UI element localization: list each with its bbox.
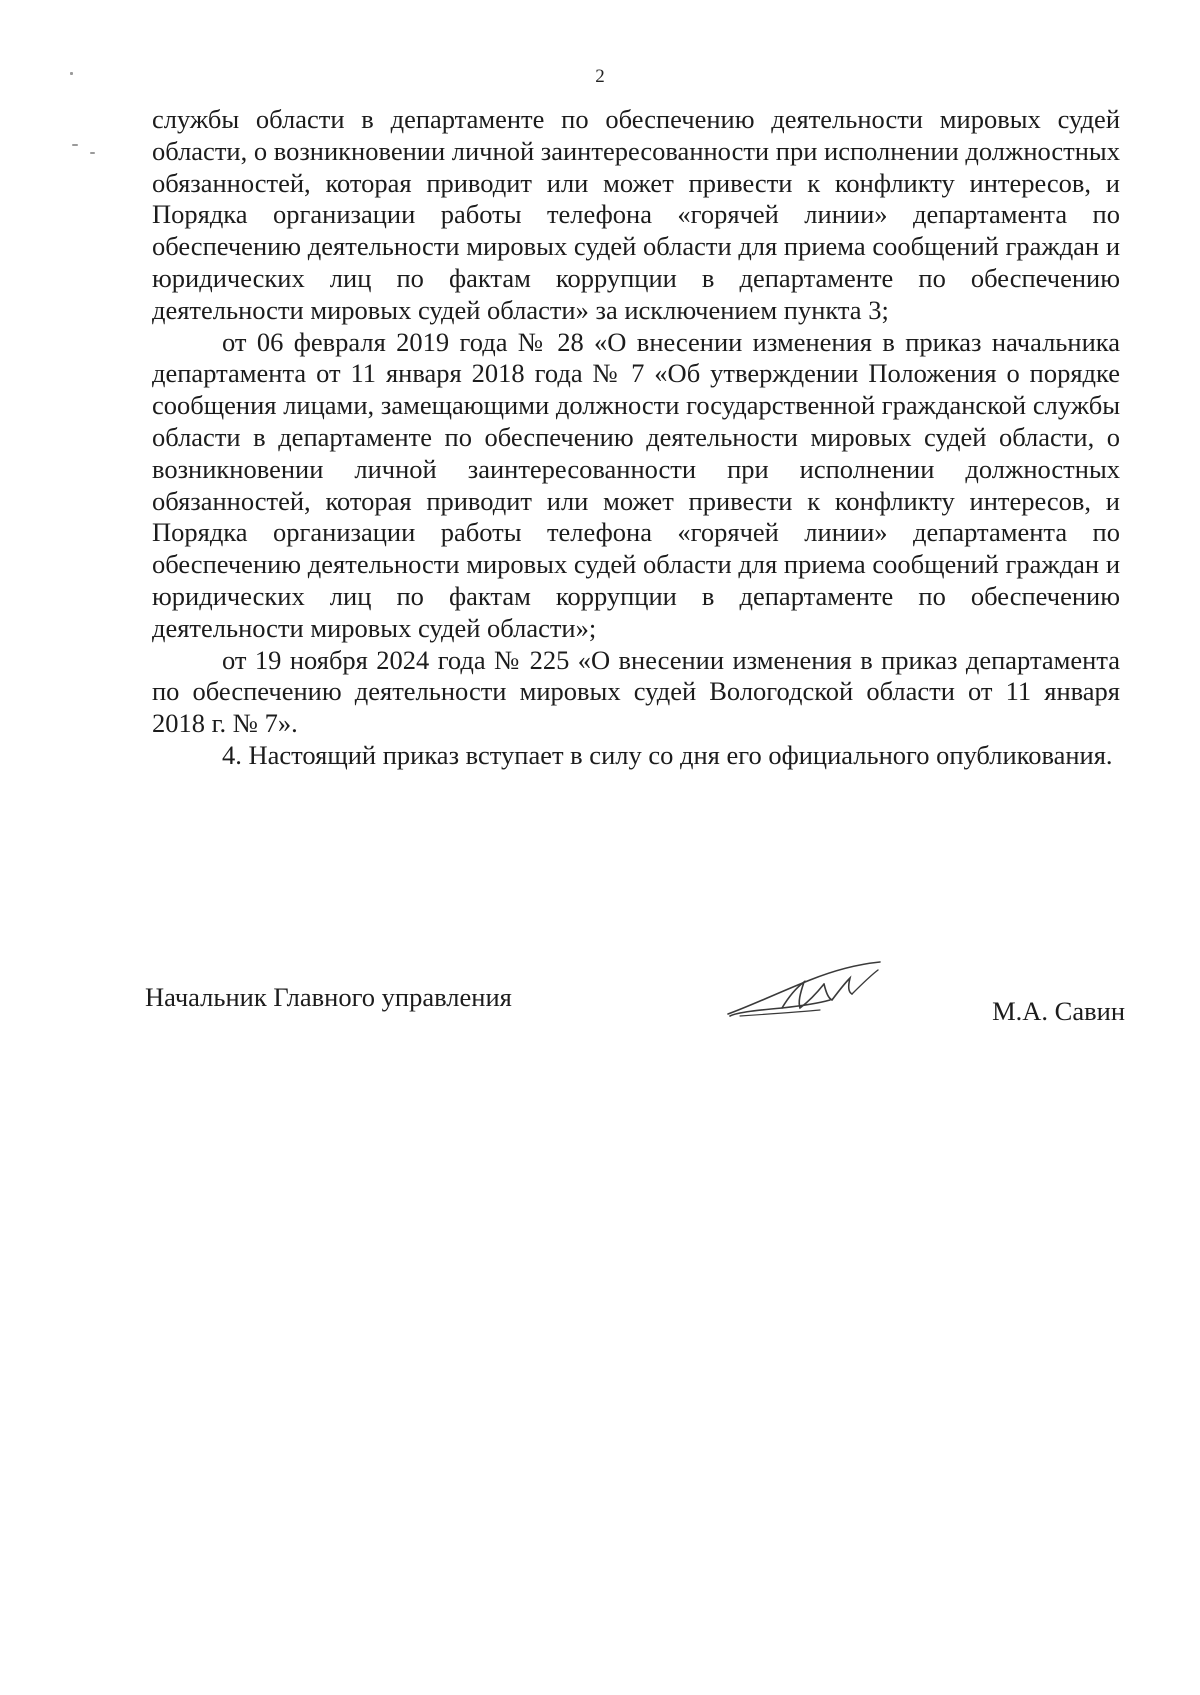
paragraph: 4. Настоящий приказ вступает в силу со дня его официального опубликования. xyxy=(222,739,1113,770)
paragraph: от 06 февраля 2019 года № 28 «О внесении изменения в приказ начальника департамента от 11 января 2018 года № 7 «Об утверждении Положения о порядке сообщения лицами, замещающими должности государственной гражданской службы области в департаменте по обеспечению деятельности мировых судей области, о возникновении личной заинтересованности при исполнении должностных обязанностей, которая приводит или может привести к конфликту интересов, и Порядка организации работы телефона «горячей линии» департамента по обеспечению деятельности мировых судей области для приема сообщений граждан и юридических лиц по фактам коррупции в департаменте по обеспечению деятельности мировых судей области»; xyxy=(152,326,1120,643)
page-number: 2 xyxy=(595,66,605,87)
paragraph: от 19 ноября 2024 года № 225 «О внесении изменения в приказ департамента по обеспечению деятельности мировых судей Вологодской области от 11 января 2018 г. № 7». xyxy=(152,644,1120,739)
signatory-name: М.А. Савин xyxy=(992,996,1125,1026)
scan-artifact-dash xyxy=(72,144,78,146)
handwritten-signature-icon xyxy=(720,952,900,1032)
signatory-position: Начальник Главного управления xyxy=(145,982,512,1012)
document-body xyxy=(152,104,1120,772)
signature-block xyxy=(145,960,1125,1050)
paragraph: службы области в департаменте по обеспечению деятельности мировых судей области, о возникновении личной заинтересованности при исполнении должностных обязанностей, которая приводит или может привести к конфликту интересов, и Порядка организации работы телефона «горячей линии» департамента по обеспечению деятельности мировых судей области для приема сообщений граждан и юридических лиц по фактам коррупции в департаменте по обеспечению деятельности мировых судей области» за исключением пункта 3; xyxy=(152,104,1120,325)
scan-artifact-dash xyxy=(90,152,95,154)
